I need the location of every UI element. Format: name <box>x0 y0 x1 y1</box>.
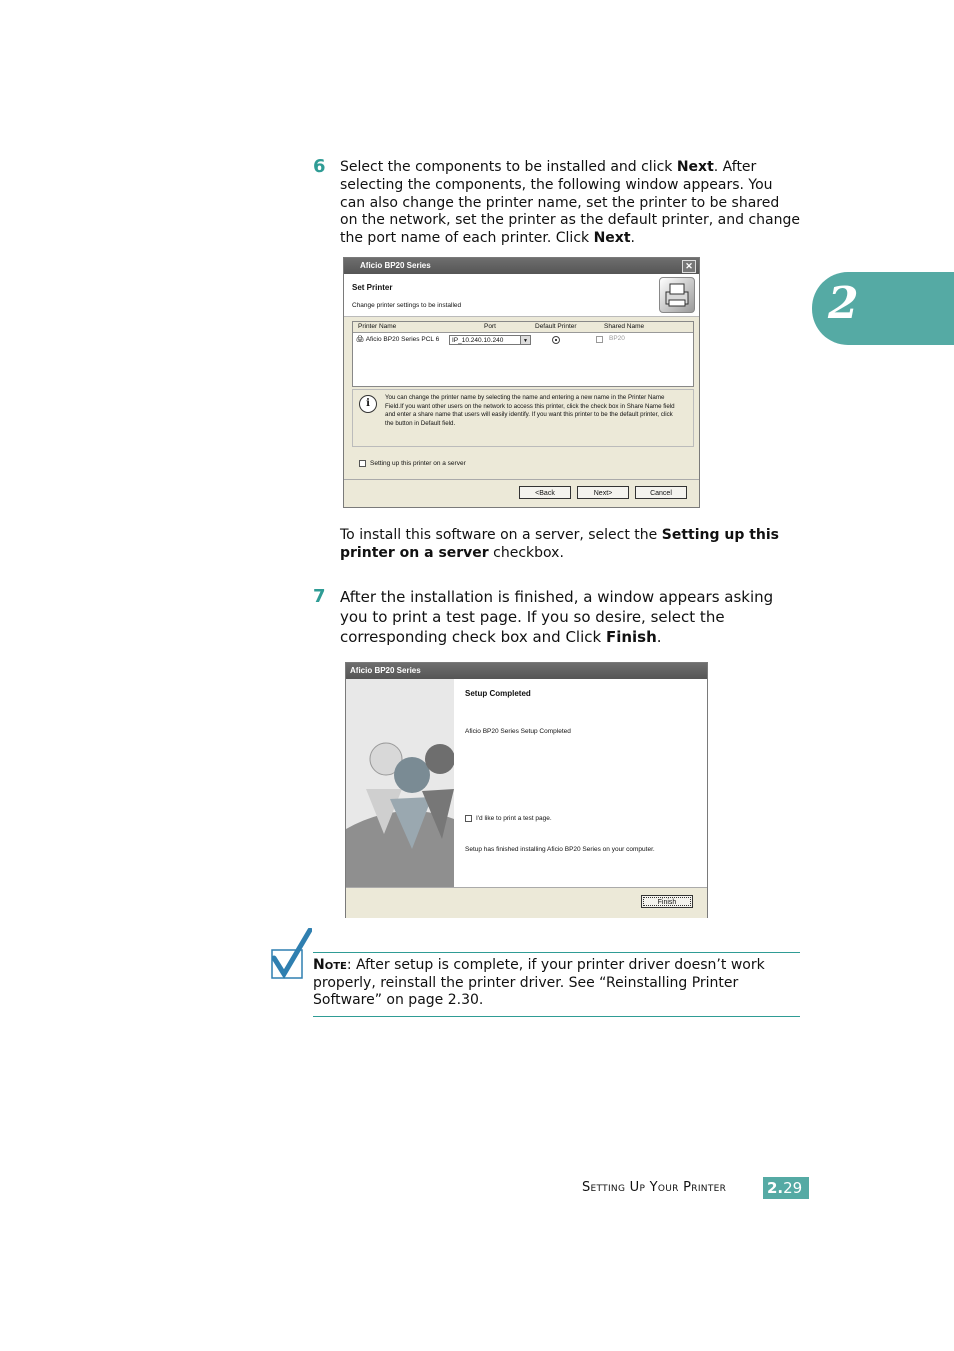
setup-finished-text: Setup has finished installing Aficio BP20 Series on your computer. <box>465 846 655 853</box>
note-top-rule <box>313 952 800 953</box>
dialog-title-bar: Aficio BP20 Series <box>346 663 707 679</box>
dialog-title-bar: Aficio BP20 Series ✕ <box>344 258 699 274</box>
dialog-header-subtitle: Change printer settings to be installed <box>352 302 462 309</box>
dialog-footer <box>346 887 707 918</box>
server-checkbox-label: Setting up this printer on a server <box>370 460 466 467</box>
printer-icon <box>659 277 695 313</box>
chapter-tab <box>812 272 954 345</box>
setup-completed-text: Aficio BP20 Series Setup Completed <box>465 728 571 735</box>
server-checkbox[interactable] <box>359 460 366 467</box>
printer-list-header <box>353 322 693 333</box>
test-page-checkbox[interactable] <box>465 815 472 822</box>
note-text: Note: After setup is complete, if your printer driver doesn’t work properly, reinstall the printer driver. See “Reinstalling Printer Software” on page 2.30. <box>313 957 765 1008</box>
step-7-text: After the installation is finished, a window appears asking you to print a test page. If you so desire, select the corresponding check box and Click Finish. <box>340 588 774 646</box>
printer-row-icon: 🖨 <box>356 336 365 343</box>
dialog-header <box>344 274 699 317</box>
chevron-down-icon[interactable]: ▼ <box>520 336 530 344</box>
port-select[interactable]: IP_10.240.10.240 ▼ <box>449 335 531 345</box>
note-bottom-rule <box>313 1016 800 1017</box>
step-7-number: 7 <box>313 586 326 607</box>
printer-list <box>352 321 694 387</box>
note-label: Note <box>313 957 347 973</box>
dialog-header-title: Set Printer <box>352 283 393 292</box>
checkmark-icon <box>270 928 312 982</box>
chapter-number: 2 <box>828 278 859 329</box>
col-default-printer[interactable]: Default Printer <box>535 323 577 330</box>
shared-checkbox[interactable] <box>596 336 603 343</box>
info-icon: i <box>359 395 377 413</box>
col-printer-name[interactable]: Printer Name <box>358 323 397 330</box>
printer-name-cell: Aficio BP20 Series PCL 6 <box>365 336 440 343</box>
step-6-number: 6 <box>313 156 326 177</box>
col-port[interactable]: Port <box>484 323 496 330</box>
col-shared-name[interactable]: Shared Name <box>604 323 645 330</box>
finish-button[interactable]: Finish <box>641 895 693 908</box>
info-box <box>352 389 694 447</box>
step-6-text: Select the components to be installed and click Next. After selecting the components, the following window appears. You can also change the printer name, set the printer to be shared on the network, set the printer as the default printer, and change the port name of each printer. Click Next. <box>340 159 800 247</box>
back-button[interactable]: <Back <box>519 486 571 499</box>
page-number: 2.29 <box>763 1177 809 1199</box>
divider <box>344 479 699 480</box>
info-text: You can change the printer name by selecting the name and entering a new name in the Printer Name Field.If you want other users on the network to access this printer, click the check box in Share Name field and enter a share name that users will easily identify. If you want this printer to be the default printer, click the button in Default field. <box>385 394 675 427</box>
close-icon[interactable]: ✕ <box>682 260 696 273</box>
table-row[interactable] <box>356 335 439 343</box>
test-page-label: I'd like to print a test page. <box>476 815 552 822</box>
dialog-header-title: Setup Completed <box>465 689 531 698</box>
setup-completed-dialog <box>345 662 708 918</box>
next-button[interactable]: Next> <box>577 486 629 499</box>
shared-name-cell: BP20 <box>609 335 625 342</box>
people-figures-icon <box>346 679 454 887</box>
setup-illustration <box>346 679 454 887</box>
footer-section-title: Setting Up Your Printer <box>582 1180 727 1195</box>
set-printer-dialog <box>343 257 700 508</box>
default-printer-radio[interactable] <box>552 336 560 344</box>
server-install-note: To install this software on a server, select the Setting up this printer on a server checkbox. <box>340 527 780 561</box>
cancel-button[interactable]: Cancel <box>635 486 687 499</box>
